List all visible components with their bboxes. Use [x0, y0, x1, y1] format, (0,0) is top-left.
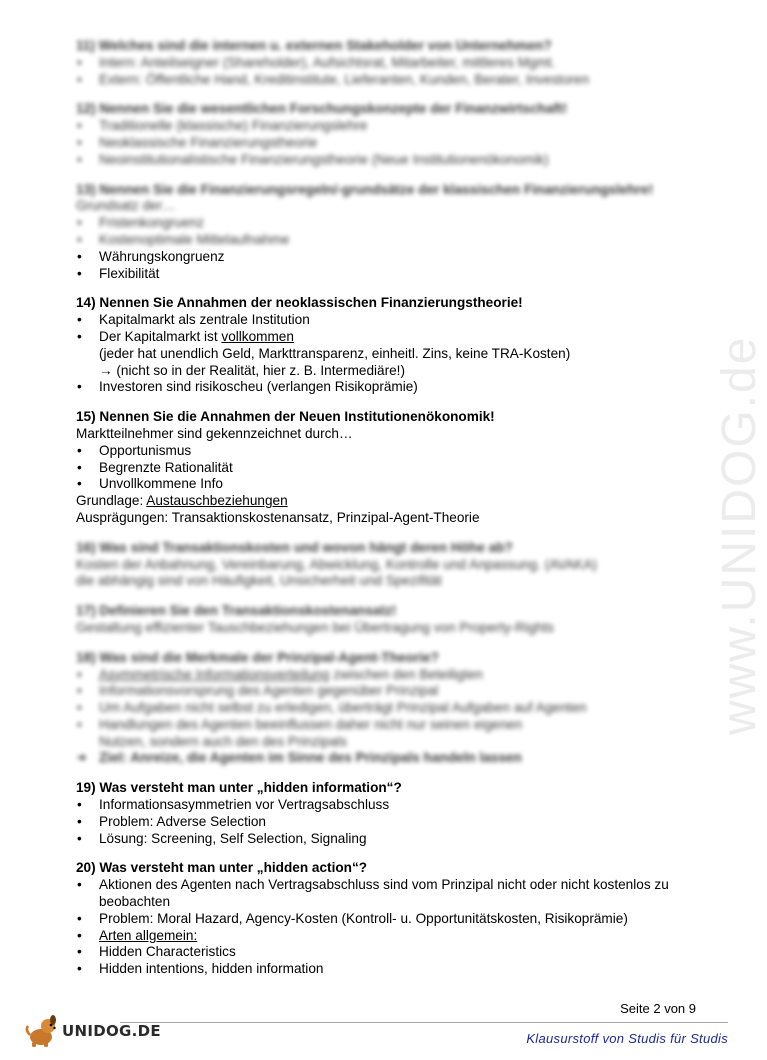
list-item: • Opportunismus [76, 443, 716, 460]
underlined-term: Austauschbeziehungen [146, 493, 288, 509]
list-item: • Währungskongruenz [76, 249, 716, 266]
question-heading: 13) Nennen Sie die Finanzierungsregeln/-grundsätze der klassischen Finanzierungslehre! [76, 181, 654, 197]
basis-label: Grundlage: [76, 493, 147, 509]
list-item: • Hidden intentions, hidden information [76, 961, 716, 978]
question-heading: 15) Nennen Sie die Annahmen der Neuen Institutionenökonomik! [76, 409, 495, 425]
dog-icon [24, 1014, 60, 1048]
question-heading: 18) Was sind die Merkmale der Prinzipal-Agent-Theorie? [76, 649, 439, 665]
watermark: www.UNIDOG.de [713, 335, 766, 735]
list-item: • Intern: Anteilseigner (Shareholder), Aufsichtsrat, Mitarbeiter, mittleres Mgmt. [76, 55, 716, 72]
question-13 [76, 182, 716, 283]
list-item: • Unvollkommene Info [76, 476, 716, 493]
list-item: • Extern: Öffentliche Hand, Kreditinstitute, Lieferanten, Kunden, Berater, Investoren [76, 72, 716, 89]
question-16 [76, 540, 716, 590]
item-text: Der Kapitalmarkt ist [99, 328, 222, 344]
question-heading: 11) Welches sind die internen u. externen Stakeholder von Unternehmen? [76, 38, 552, 53]
list-item: • Lösung: Screening, Self Selection, Signaling [76, 831, 716, 848]
list-item: • Problem: Moral Hazard, Agency-Kosten (Kontroll- u. Opportunitätskosten, Risikoprämie) [76, 911, 716, 928]
question-heading: 16) Was sind Transaktionskosten und wovon hängt deren Höhe ab? [76, 539, 513, 555]
question-12 [76, 101, 716, 168]
question-14 [76, 295, 716, 396]
page-number: Seite 2 von 9 [620, 1001, 696, 1016]
underlined-term: Asymmetrische Informationsverteilung [99, 666, 330, 682]
question-20 [76, 860, 716, 978]
list-item: • Fristenkongruenz [76, 215, 716, 232]
answer-line: Kosten der Anbahnung, Vereinbarung, Abwicklung, Kontrolle und Anpassung. (AVAKA) [76, 556, 597, 572]
question-18 [76, 650, 716, 768]
question-heading: 19) Was versteht man unter „hidden information“? [76, 780, 402, 796]
list-item: • Kapitalmarkt als zentrale Institution [76, 312, 716, 329]
list-item [76, 667, 716, 684]
item-detail: → (nicht so in der Realität, hier z. B. Intermediäre!) [99, 362, 405, 378]
item-text: zwischen den Beteiligten [329, 666, 483, 682]
item-text: • Aktionen des Agenten nach Vertragsabschluss sind vom Prinzipal nicht oder nicht kostenlos zu [99, 877, 669, 893]
question-heading: 12) Nennen Sie die wesentlichen Forschungskonzepte der Finanzwirtschaft! [76, 101, 567, 117]
list-item [76, 717, 716, 751]
item-text: Nutzen, sondern auch den des Prinzipals [99, 733, 347, 749]
list-item [76, 877, 716, 911]
document-body [76, 38, 716, 991]
underlined-term: Arten allgemein: [99, 927, 198, 943]
question-intro: Grundsatz der… [76, 198, 176, 214]
logo-text: UNIDOG.DE [62, 1022, 161, 1040]
list-item: • Investoren sind risikoscheu (verlangen Risikoprämie) [76, 379, 716, 396]
goal-item: ➔ Ziel: Anreize, die Agenten im Sinne des Prinzipals handeln lassen [76, 750, 716, 767]
underlined-term: vollkommen [221, 328, 294, 344]
list-item: • Informationsasymmetrien vor Vertragsabschluss [76, 797, 716, 814]
site-logo [24, 1014, 161, 1048]
list-item: • Neoinstitutionalistische Finanzierungstheorie (Neue Institutionenökonomik) [76, 152, 716, 169]
question-19 [76, 780, 716, 847]
question-17 [76, 603, 716, 637]
list-item: • Hidden Characteristics [76, 944, 716, 961]
list-item [76, 329, 716, 379]
list-item: • Problem: Adverse Selection [76, 814, 716, 831]
answer-line: Gestaltung effizienter Tauschbeziehungen bei Übertragung von Property-Rights [76, 619, 554, 635]
list-item: • Kostenoptimale Mittelaufnahme [76, 232, 716, 249]
answer-line: die abhängig sind von Häufigkeit, Unsicherheit und Spezifität [76, 573, 442, 589]
list-item: • Informationsvorsprung des Agenten gegenüber Prinzipal [76, 683, 716, 700]
question-heading: 20) Was versteht man unter „hidden action“? [76, 860, 368, 876]
question-15 [76, 409, 716, 527]
question-heading: 17) Definieren Sie den Transaktionskostenansatz! [76, 603, 397, 619]
forms-line: Ausprägungen: Transaktionskostenansatz, Prinzipal-Agent-Theorie [76, 509, 480, 525]
list-item: • Um Aufgaben nicht selbst zu erledigen, überträgt Prinzipal Aufgaben auf Agenten [76, 700, 716, 717]
question-heading: 14) Nennen Sie Annahmen der neoklassischen Finanzierungstheorie! [76, 295, 523, 311]
footer-slogan: Klausurstoff von Studis für Studis [526, 1031, 728, 1046]
list-item: • Flexibilität [76, 266, 716, 283]
footer-divider [120, 1022, 728, 1023]
list-item: • Traditionelle (klassische) Finanzierungslehre [76, 118, 716, 135]
list-item: • Begrenzte Rationalität [76, 460, 716, 477]
item-text: beobachten [99, 894, 171, 910]
list-item [76, 928, 716, 945]
question-11 [76, 38, 716, 88]
item-text: • Handlungen des Agenten beeinflussen daher nicht nur seinen eigenen [99, 716, 523, 732]
list-item: • Neoklassische Finanzierungstheorie [76, 135, 716, 152]
question-intro: Marktteilnehmer sind gekennzeichnet durch… [76, 425, 353, 441]
item-detail: (jeder hat unendlich Geld, Markttransparenz, einheitl. Zins, keine TRA-Kosten) [99, 345, 571, 361]
